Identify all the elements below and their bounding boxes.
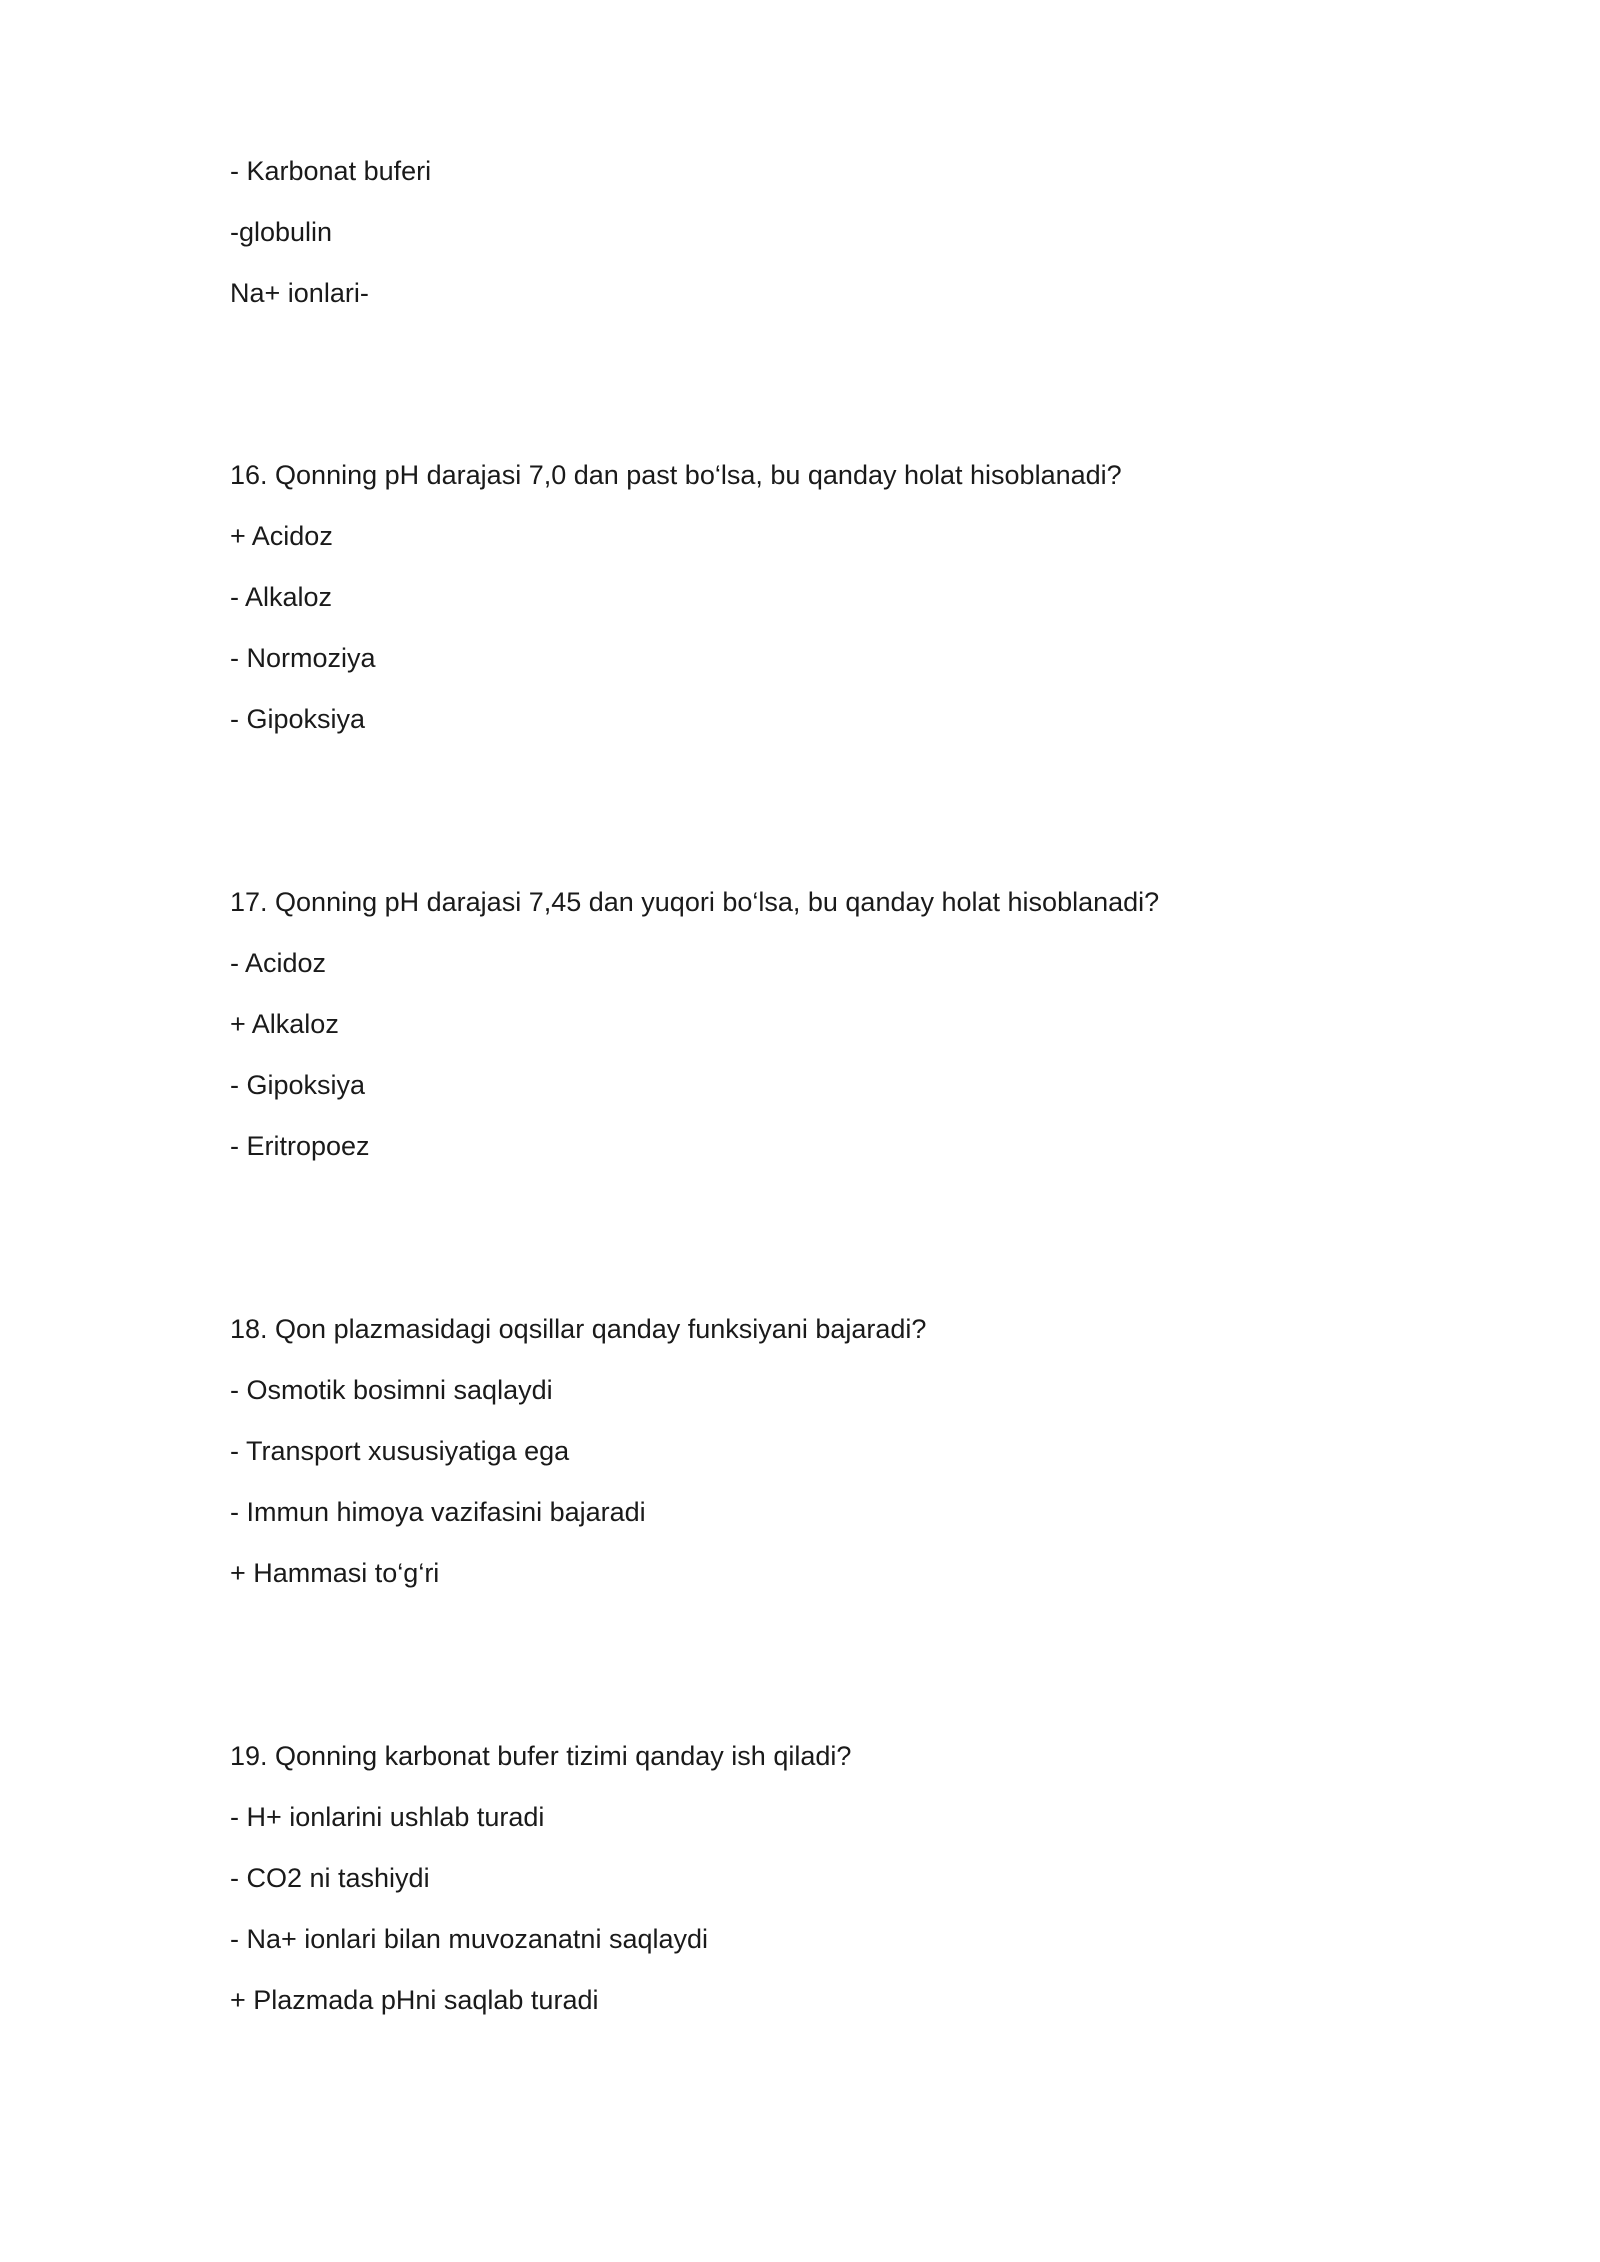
option-line: - Karbonat buferi [230,156,432,186]
option-line: -globulin [230,217,333,247]
option-line: - Normoziya [230,643,376,673]
option-line: - Gipoksiya [230,704,366,734]
option-line: Na+ ionlari- [230,278,369,308]
option-line: - H+ ionlarini ushlab turadi [230,1802,545,1832]
option-line: - Na+ ionlari bilan muvozanatni saqlaydi [230,1924,709,1954]
option-line: - CO2 ni tashiydi [230,1863,430,1893]
option-line: - Osmotik bosimni saqlaydi [230,1375,553,1405]
question-text: 19. Qonning karbonat bufer tizimi qanday ish qiladi? [230,1741,852,1771]
question-text: 16. Qonning pH darajasi 7,0 dan past bo‘lsa, bu qanday holat hisoblanadi? [230,460,1122,490]
option-line: - Acidoz [230,948,327,978]
question-text: 17. Qonning pH darajasi 7,45 dan yuqori bo‘lsa, bu qanday holat hisoblanadi? [230,887,1160,917]
option-line: + Hammasi to‘g‘ri [230,1558,440,1588]
option-line: + Plazmada pHni saqlab turadi [230,1985,599,2015]
option-line: - Immun himoya vazifasini bajaradi [230,1497,646,1527]
option-line: - Alkaloz [230,582,333,612]
option-line: - Transport xususiyatiga ega [230,1436,570,1466]
option-line: + Acidoz [230,521,333,551]
option-line: - Gipoksiya [230,1070,366,1100]
option-line: - Eritropoez [230,1131,370,1161]
question-text: 18. Qon plazmasidagi oqsillar qanday funksiyani bajaradi? [230,1314,927,1344]
option-line: + Alkaloz [230,1009,339,1039]
